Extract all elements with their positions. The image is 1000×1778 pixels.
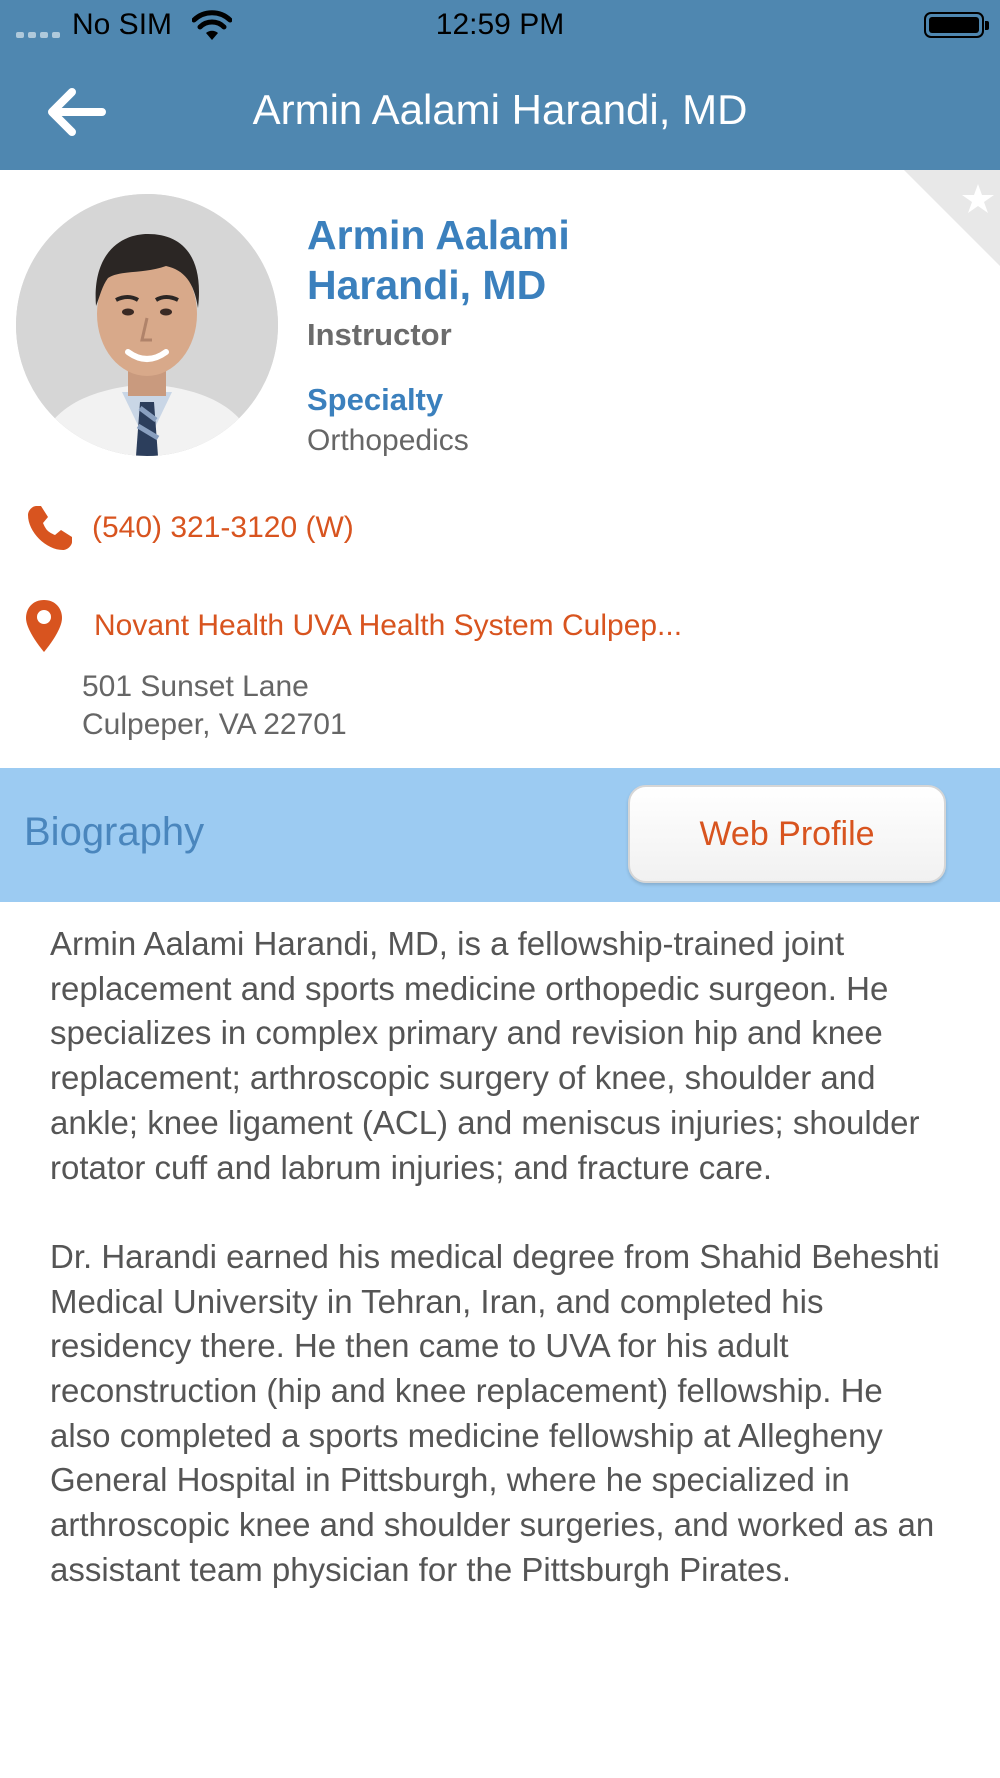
map-pin-icon: [24, 598, 64, 654]
address: [82, 668, 347, 744]
biography-paragraph-1: Armin Aalami Harandi, MD, is a fellowship-trained joint replacement and sports medicine orthopedic surgeon. He specializes in complex primary and revision hip and knee replacement; arthroscopic surgery of knee, shoulder and ankle; knee ligament (ACL) and meniscus injuries; shoulder rotator cuff and labrum injuries; and fracture care.: [50, 925, 920, 1186]
location-link[interactable]: [24, 596, 682, 656]
specialty-label: Specialty: [307, 382, 444, 417]
biography-header: [0, 768, 1000, 902]
navigation-bar: [0, 0, 1000, 170]
biography-label: Biography: [24, 810, 205, 854]
doctor-name: Armin Aalami Harandi, MD: [307, 212, 570, 308]
status-time: 12:59 PM: [435, 8, 565, 41]
phone-link[interactable]: [24, 500, 354, 556]
page-title: Armin Aalami Harandi, MD: [252, 86, 748, 133]
phone-number: (540) 321-3120 (W): [92, 511, 354, 544]
web-profile-button[interactable]: Web Profile: [628, 785, 946, 883]
biography-text: [50, 922, 950, 1593]
status-bar: [0, 0, 1000, 52]
doctor-photo: [16, 194, 278, 456]
battery-icon: [924, 12, 984, 38]
carrier-label: No SIM: [72, 8, 173, 41]
biography-paragraph-2: Dr. Harandi earned his medical degree from Shahid Beheshti Medical University in Tehran, Iran, and completed his residency there. He then came to UVA for his adult reconstruction (hip and knee replacement) fellowship. He also completed a sports medicine fellowship at Allegheny General Hospital in Pittsburgh, where he specialized in arthroscopic knee and shoulder surgeries, and worked as an assistant team physician for the Pittsburgh Pirates.: [50, 1237, 940, 1588]
phone-icon: [24, 502, 76, 554]
specialty-value: Orthopedics: [307, 424, 469, 457]
address-line-2: Culpeper, VA 22701: [82, 708, 347, 741]
favorite-toggle[interactable]: [904, 170, 1000, 266]
location-name: Novant Health UVA Health System Culpep...: [94, 609, 683, 642]
doctor-title: Instructor: [307, 317, 452, 352]
address-line-1: 501 Sunset Lane: [82, 670, 309, 703]
avatar: [16, 194, 278, 456]
